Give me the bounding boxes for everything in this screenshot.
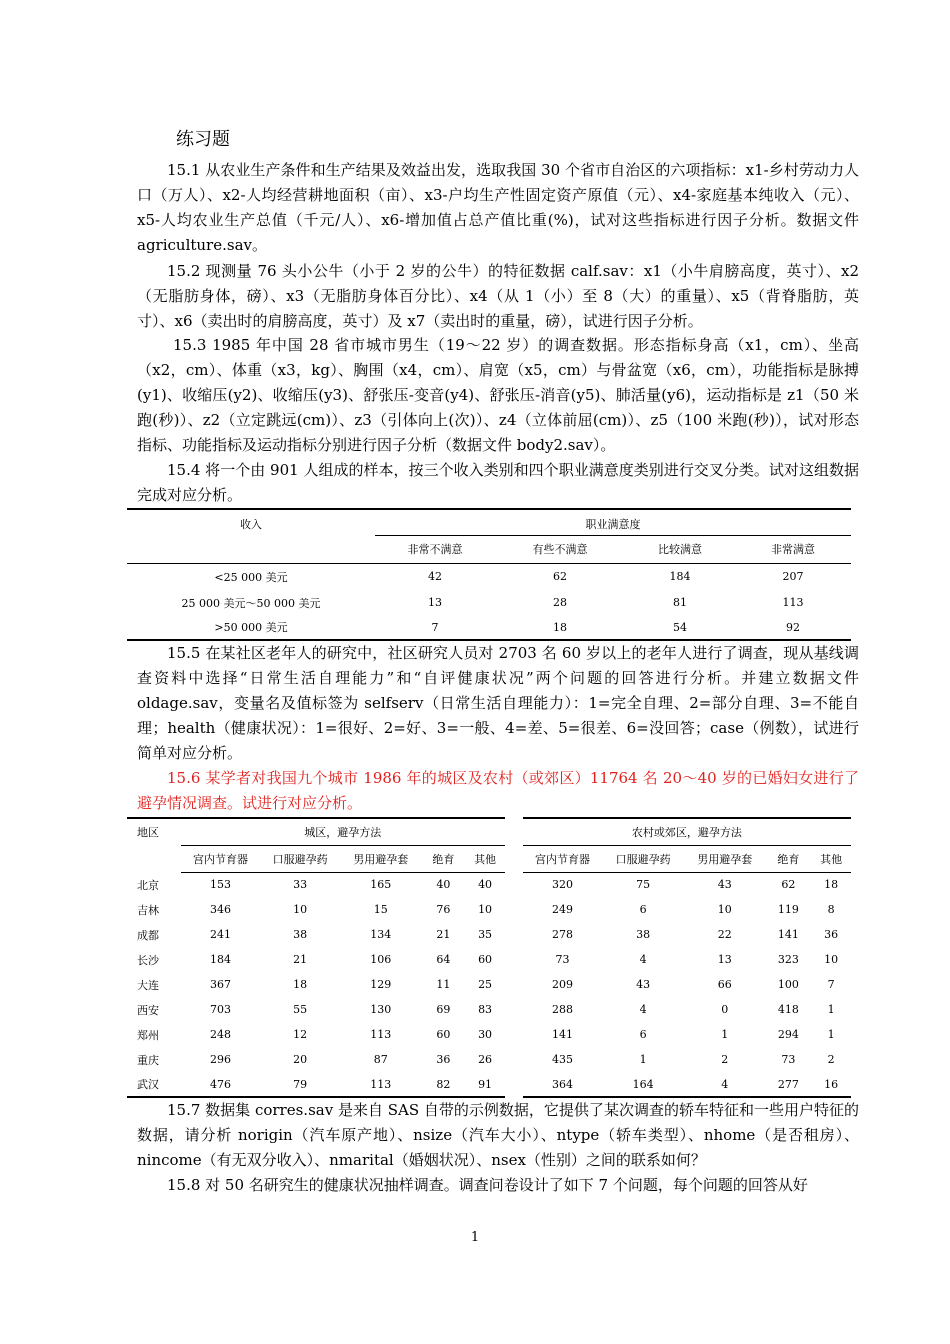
cell: 7 [375, 615, 495, 640]
cell: 55 [293, 1003, 308, 1016]
city-label: 成都 [137, 928, 159, 942]
column-gap [505, 1047, 523, 1072]
cell: 35 [478, 928, 493, 941]
column-gap [505, 997, 523, 1022]
column-header: 比较满意 [625, 535, 735, 563]
cell: 1 [639, 1053, 647, 1066]
exercise-15-5: 15.5 在某社区老年人的研究中，社区研究人员对 2703 名 60 岁以上的老年人进行了调查，现从基线调查资料中选择“日常生活自理能力”和“自评健康状况”两个问题的回答进行分析。并建立数据文件 oldage.sav，变量名及值标签为 selfserv（日常生活自理能力）：1=完全自理、2=部分自理、3=不能自理；health（健康状况）：1=很好、2=好、3=一般、4=差、5=很差、6=没回答；case（例数），试进行简单对应分析。 [137, 644, 859, 762]
table-header-rural: 农村或郊区，避孕方法 [523, 818, 851, 845]
cell: 16 [811, 1072, 851, 1097]
cell: 4 [639, 1003, 647, 1016]
column-gap [505, 922, 523, 947]
table-header-satisfaction: 职业满意度 [375, 509, 851, 535]
exercise-15-1: 15.1 从农业生产条件和生产结果及效益出发，选取我国 30 个省市自治区的六项指标：x1-乡村劳动力人口（万人）、x2-人均经营耕地面积（亩）、x3-户均生产性固定资产原值（元）、x4-家庭基本纯收入（元）、x5-人均农业生产总值（千元/人）、x6-增加值占总产值比重(%)，试对这些指标进行因子分析。数据文件 agriculture.sav。 [137, 161, 859, 254]
cell: 249 [551, 903, 573, 916]
column-header: 有些不满意 [495, 535, 625, 563]
cell: 10 [293, 903, 308, 916]
cell: 8 [827, 903, 835, 916]
cell: 278 [551, 928, 573, 941]
cell: 7 [827, 978, 835, 991]
cell: 6 [639, 1028, 647, 1041]
cell: 54 [625, 615, 735, 640]
city-label: 长沙 [137, 953, 159, 967]
exercise-15-4: 15.4 将一个由 901 人组成的样本，按三个收入类别和四个职业满意度类别进行交叉分类。试对这组数据完成对应分析。 [137, 461, 859, 504]
table-header-region: 地区 [127, 818, 181, 845]
cell: 1 [827, 1003, 835, 1016]
cell: 113 [370, 1028, 392, 1041]
table-row [127, 1072, 851, 1097]
cell: 209 [551, 978, 573, 991]
cell: 21 [436, 928, 451, 941]
page-title: 练习题 [176, 129, 230, 150]
cell: 346 [209, 903, 231, 916]
cell: 79 [260, 1072, 340, 1097]
cell: 4 [684, 1072, 766, 1097]
table-row [127, 997, 851, 1022]
cell: 64 [436, 953, 451, 966]
cell: 2 [827, 1053, 835, 1066]
city-label: 北京 [137, 878, 159, 892]
cell: 165 [340, 872, 422, 897]
cell: 248 [209, 1028, 231, 1041]
income-satisfaction-table [127, 508, 851, 641]
cell: 184 [625, 563, 735, 590]
city-label: 武汉 [127, 1072, 181, 1097]
cell: 30 [478, 1028, 493, 1041]
table-row [127, 897, 851, 922]
cell: 18 [495, 615, 625, 640]
table-row [127, 563, 851, 590]
column-gap [505, 872, 523, 897]
cell: 476 [181, 1072, 261, 1097]
table-row [127, 1047, 851, 1072]
cell: 367 [209, 978, 231, 991]
cell: 25 [478, 978, 493, 991]
exercise-15-8: 15.8 对 50 名研究生的健康状况抽样调查。调查问卷设计了如下 7 个问题，每个问题的回答从好 [167, 1176, 808, 1194]
column-header: 口服避孕药 [260, 845, 340, 872]
exercise-15-2: 15.2 现测量 76 头小公牛（小于 2 岁的公牛）的特征数据 calf.sav：x1（小牛肩膀高度，英寸）、x2（无脂肪身体，磅）、x3（无脂肪身体百分比）、x4（从 1（小）至 8（大）的重量）、x5（背脊脂肪，英寸）、x6（卖出时的肩膀高度，英寸）及 x7（卖出时的重量，磅），试进行因子分析。 [137, 262, 859, 330]
contraception-table [127, 817, 851, 1098]
cell: 15 [373, 903, 388, 916]
column-header: 非常满意 [735, 535, 851, 563]
exercise-15-3: 15.3 1985 年中国 28 省市城市男生（19～22 岁）的调查数据。形态指标身高（x1，cm）、坐高（x2，cm）、体重（x3，kg）、胸围（x4，cm）、肩宽（x5，cm）与骨盆宽（x6，cm），功能指标是脉搏(y1)、收缩压(y2)、收缩压(y3)、舒张压-变音(y4)、舒张压-消音(y5)、肺活量(y6)，运动指标是 z1（50 米跑(秒)）、z2（立定跳远(cm)）、z3（引体向上(次)）、z4（立体前屈(cm)）、z5（100 米跑(秒)），试对形态指标、功能指标及运动指标分别进行因子分析（数据文件 body2.sav）。 [137, 336, 859, 454]
cell: 73 [555, 953, 570, 966]
cell: 141 [551, 1028, 573, 1041]
cell: 364 [523, 1072, 603, 1097]
cell: 1 [827, 1028, 835, 1041]
cell: 66 [717, 978, 732, 991]
cell: 12 [293, 1028, 308, 1041]
cell: 73 [781, 1053, 796, 1066]
cell: 134 [370, 928, 392, 941]
row-label: <25 000 美元 [127, 563, 375, 590]
cell: 92 [735, 615, 851, 640]
row-label: >50 000 美元 [127, 615, 375, 640]
cell: 91 [465, 1072, 505, 1097]
cell: 82 [422, 1072, 466, 1097]
cell: 296 [209, 1053, 231, 1066]
cell: 62 [766, 872, 812, 897]
table-header-income: 收入 [127, 509, 375, 535]
column-header: 其他 [465, 845, 505, 872]
exercise-15-6: 15.6 某学者对我国九个城市 1986 年的城区及农村（或郊区）11764 名 20～40 岁的已婚妇女进行了避孕情况调查。试进行对应分析。 [137, 769, 859, 812]
cell: 10 [717, 903, 732, 916]
table-row [127, 615, 851, 640]
cell: 11 [436, 978, 451, 991]
cell: 113 [340, 1072, 422, 1097]
cell: 13 [717, 953, 732, 966]
city-label: 重庆 [137, 1053, 159, 1067]
table-row [127, 947, 851, 972]
cell: 0 [721, 1003, 729, 1016]
exercise-15-7: 15.7 数据集 corres.sav 是来自 SAS 自带的示例数据，它提供了某次调查的轿车特征和一些用户特征的数据，请分析 norigin（汽车原产地）、nsize（汽车大小）、ntype（轿车类型）、nhome（是否租房）、nincome（有无双分收入）、nmarital（婚姻状况）、nsex（性别）之间的联系如何？ [137, 1101, 859, 1169]
column-header: 男用避孕套 [340, 845, 422, 872]
cell: 320 [523, 872, 603, 897]
cell: 60 [436, 1028, 451, 1041]
cell: 184 [209, 953, 231, 966]
cell: 69 [436, 1003, 451, 1016]
table-row [127, 872, 851, 897]
cell: 294 [777, 1028, 799, 1041]
cell: 40 [465, 872, 505, 897]
cell: 10 [478, 903, 493, 916]
column-gap [505, 947, 523, 972]
cell: 36 [824, 928, 839, 941]
cell: 1 [721, 1028, 729, 1041]
cell: 241 [209, 928, 231, 941]
cell: 18 [293, 978, 308, 991]
column-gap [505, 897, 523, 922]
column-header: 绝育 [422, 845, 466, 872]
city-label: 吉林 [137, 903, 159, 917]
column-gap [505, 1022, 523, 1047]
city-label: 大连 [137, 978, 159, 992]
cell: 62 [495, 563, 625, 590]
cell: 113 [782, 596, 804, 609]
cell: 38 [293, 928, 308, 941]
cell: 164 [602, 1072, 684, 1097]
cell: 87 [373, 1053, 388, 1066]
cell: 703 [209, 1003, 231, 1016]
column-header: 非常不满意 [375, 535, 495, 563]
cell: 28 [553, 596, 567, 609]
column-header: 口服避孕药 [602, 845, 684, 872]
table-row [127, 1022, 851, 1047]
cell: 119 [777, 903, 799, 916]
column-header: 宫内节育器 [523, 845, 603, 872]
cell: 60 [478, 953, 493, 966]
city-label: 郑州 [137, 1028, 159, 1042]
column-header: 绝育 [766, 845, 812, 872]
page-number: 1 [470, 1230, 480, 1245]
cell: 38 [636, 928, 651, 941]
column-header: 男用避孕套 [684, 845, 766, 872]
cell: 42 [375, 563, 495, 590]
column-gap [505, 1072, 523, 1097]
cell: 100 [777, 978, 799, 991]
column-header: 宫内节育器 [181, 845, 261, 872]
cell: 81 [673, 596, 687, 609]
cell: 22 [717, 928, 732, 941]
cell: 207 [735, 563, 851, 590]
cell: 106 [370, 953, 392, 966]
table-row [127, 972, 851, 997]
cell: 20 [293, 1053, 308, 1066]
row-label: 25 000 美元～50 000 美元 [181, 596, 321, 610]
cell: 4 [639, 953, 647, 966]
cell: 83 [478, 1003, 493, 1016]
cell: 277 [766, 1072, 812, 1097]
cell: 323 [777, 953, 799, 966]
cell: 2 [721, 1053, 729, 1066]
cell: 288 [551, 1003, 573, 1016]
cell: 21 [293, 953, 308, 966]
cell: 153 [181, 872, 261, 897]
table-header-urban: 城区，避孕方法 [181, 818, 505, 845]
cell: 76 [436, 903, 451, 916]
cell: 418 [777, 1003, 799, 1016]
cell: 10 [824, 953, 839, 966]
table-row [127, 590, 851, 615]
cell: 43 [636, 978, 651, 991]
cell: 18 [811, 872, 851, 897]
cell: 141 [777, 928, 799, 941]
cell: 13 [428, 596, 442, 609]
cell: 33 [260, 872, 340, 897]
cell: 75 [602, 872, 684, 897]
column-header: 其他 [811, 845, 851, 872]
cell: 40 [422, 872, 466, 897]
table-row [127, 922, 851, 947]
cell: 43 [684, 872, 766, 897]
cell: 129 [370, 978, 392, 991]
cell: 26 [478, 1053, 493, 1066]
cell: 130 [370, 1003, 392, 1016]
cell: 435 [551, 1053, 573, 1066]
column-gap [505, 972, 523, 997]
city-label: 西安 [137, 1003, 159, 1017]
cell: 6 [639, 903, 647, 916]
cell: 36 [436, 1053, 451, 1066]
